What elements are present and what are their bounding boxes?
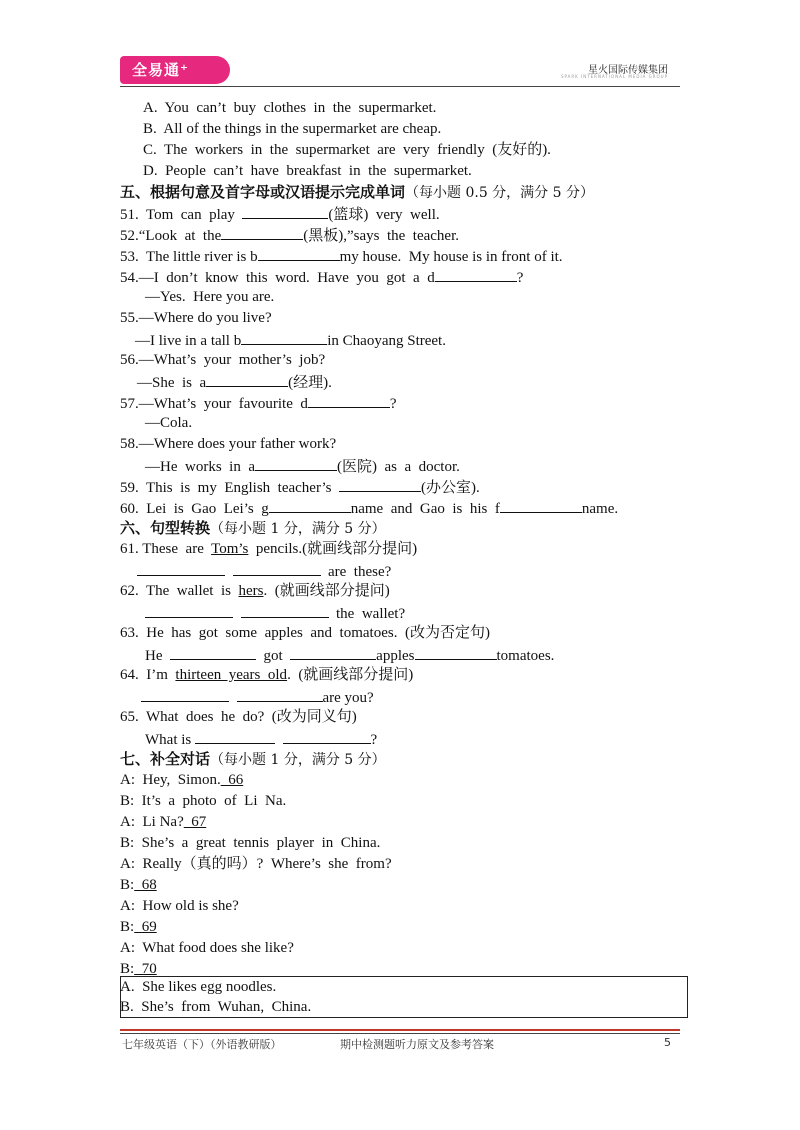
question-62: 62. The wallet is hers. (就画线部分提问) [120,583,390,599]
answer-blank[interactable] [415,645,497,660]
answer-blank[interactable] [500,498,582,513]
answer-blank[interactable] [237,687,323,702]
answer-blank[interactable] [269,498,351,513]
answer-blank[interactable] [283,729,371,744]
dialog-line: B: She’s a great tennis player in China. [120,835,381,851]
question-55: 55.—Where do you live? [120,310,272,326]
brand-name: 星火国际传媒集团 [588,65,668,76]
question-64: 64. I’m thirteen years old. (就画线部分提问) [120,667,414,683]
footer-doc-title: 期中检测题听力原文及参考答案 [340,1038,494,1051]
brand-subtitle: SPARK INTERNATIONAL MEDIA GROUP [560,74,668,79]
question-64-answer: are you? [141,687,374,707]
page-number: 5 [664,1036,671,1049]
section-5-title: 五、根据句意及首字母或汉语提示完成单词 [120,183,406,201]
question-58: 58.—Where does your father work? [120,436,337,452]
answer-blank[interactable] [141,687,229,702]
question-55-reply: —I live in a tall b in Chaoyang Street. [135,330,446,350]
footer-rule [120,1033,680,1034]
footer-book-title: 七年级英语（下）（外语教研版） [122,1038,282,1051]
answer-blank[interactable] [308,393,390,408]
footer-rule-red [120,1029,680,1031]
question-57: 57.—What’s your favourite d ? [120,393,397,413]
section-5-note: （每小题 0.5 分，满分 5 分） [405,185,594,201]
answer-blank[interactable] [206,372,288,387]
question-56: 56.—What’s your mother’s job? [120,352,326,368]
question-63-answer: He got apples tomatoes. [145,645,554,665]
dialog-line: A: How old is she? [120,898,239,914]
option-b: B. All of the things in the supermarket are cheap. [143,121,442,137]
question-60: 60. Lei is Gao Lei’s g name and Gao is his f name. [120,498,618,518]
question-62-answer: the wallet? [145,603,405,623]
section-5-heading [120,183,594,202]
question-61-answer: are these? [137,561,391,581]
dialog-line: B: It’s a photo of Li Na. [120,793,287,809]
answer-blank[interactable] [241,330,327,345]
dialog-line: A: Li Na? 67 [120,814,207,830]
option-d: D. People can’t have breakfast in the supermarket. [143,163,472,179]
question-65: 65. What does he do? (改为同义句) [120,709,357,725]
answer-blank[interactable] [290,645,376,660]
answer-blank[interactable] [137,561,225,576]
question-58-reply: —He works in a (医院) as a doctor. [145,456,460,476]
answer-blank[interactable] [145,603,233,618]
question-53: 53. The little river is b my house. My house is in front of it. [120,246,563,266]
dialog-line: B: 68 [120,877,157,893]
question-57-reply: —Cola. [145,415,193,431]
question-59: 59. This is my English teacher’s (办公室). [120,477,480,497]
question-51: 51. Tom can play (篮球) very well. [120,204,440,224]
blank-number[interactable]: 67 [183,814,207,830]
question-54-reply: —Yes. Here you are. [145,289,275,305]
section-7-heading [120,750,386,769]
dialog-line: A: What food does she like? [120,940,294,956]
question-52: 52.“Look at the (黑板),”says the teacher. [120,225,459,245]
section-7-note: （每小题 1 分，满分 5 分） [210,752,386,768]
answer-blank[interactable] [339,477,421,492]
box-option-a: A. She likes egg noodles. [120,979,277,995]
dialog-line: A: Really（真的吗）? Where’s she from? [120,856,392,872]
question-65-answer: What is ? [145,729,377,749]
section-6-heading [120,519,386,538]
answer-blank[interactable] [170,645,256,660]
answer-blank[interactable] [258,246,340,261]
page-header [120,56,680,88]
answer-blank[interactable] [233,561,321,576]
option-a: A. You can’t buy clothes in the supermarket. [143,100,437,116]
section-6-note: （每小题 1 分，满分 5 分） [210,521,386,537]
dialog-line: A: Hey, Simon. 66 [120,772,244,788]
answer-blank[interactable] [195,729,275,744]
answer-blank[interactable] [435,267,517,282]
blank-number[interactable]: 66 [220,772,244,788]
blank-number[interactable]: 68 [134,877,157,893]
answer-blank[interactable] [221,225,303,240]
question-54: 54.—I don’t know this word. Have you got a d ? [120,267,523,287]
answer-blank[interactable] [255,456,337,471]
section-7-title: 七、补全对话 [120,750,211,768]
dialog-line: B: 70 [120,961,157,977]
box-option-b: B. She’s from Wuhan, China. [120,999,312,1015]
question-56-reply: —She is a (经理). [137,372,332,392]
section-6-title: 六、句型转换 [120,519,211,537]
header-rule [120,86,680,87]
logo: 全易通⁺ [120,56,230,84]
dialog-line: B: 69 [120,919,157,935]
blank-number[interactable]: 70 [134,961,157,977]
question-61: 61. These are Tom’s pencils.(就画线部分提问) [120,541,418,557]
answer-blank[interactable] [241,603,329,618]
question-63: 63. He has got some apples and tomatoes. (改为否定句) [120,625,490,641]
blank-number[interactable]: 69 [134,919,157,935]
answer-blank[interactable] [242,204,328,219]
option-c: C. The workers in the supermarket are very friendly (友好的). [143,142,551,158]
